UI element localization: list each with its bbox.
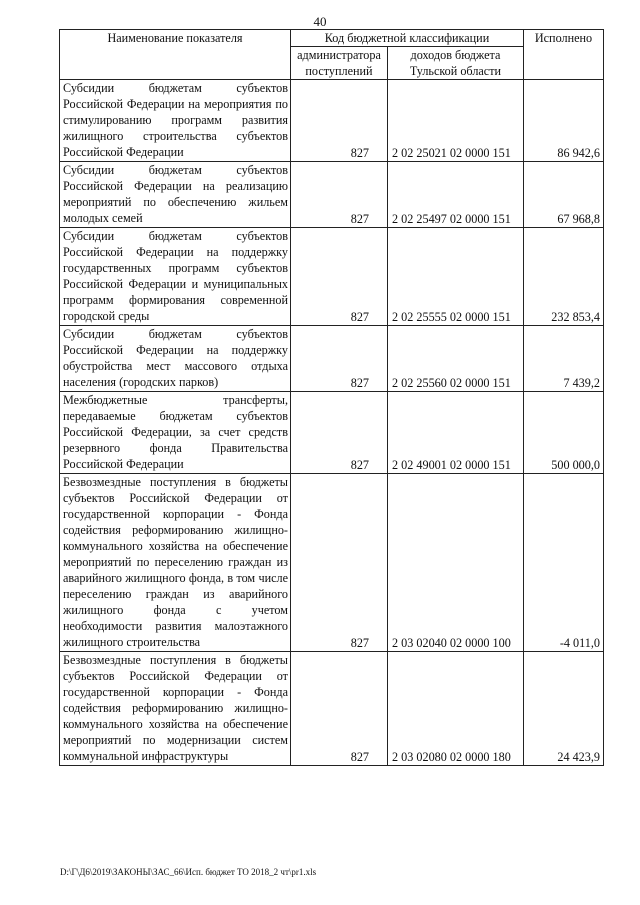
footer-file-path: D:\Г\Д6\2019\ЗАКОНЫ\ЗАС_66\Исп. бюджет ТО 2018_2 чт\pr1.xls (60, 867, 317, 877)
row-name: Субсидии бюджетам субъектов Российской Федерации на поддержку обустройства мест массового отдыха населения (городских парков) (60, 326, 291, 392)
table-row (60, 392, 604, 474)
row-value: 67 968,8 (524, 162, 604, 228)
row-code: 2 02 25021 02 0000 151 (388, 80, 524, 162)
header-executed: Исполнено (524, 30, 604, 80)
header-income: доходов бюджета Тульской области (388, 47, 524, 80)
row-name: Субсидии бюджетам субъектов Российской Федерации на мероприятия по стимулированию программ развития жилищного строительства субъектов Российской Федерации (60, 80, 291, 162)
table-row (60, 80, 604, 162)
row-name: Межбюджетные трансферты, передаваемые бюджетам субъектов Российской Федерации, за счет средств резервного фонда Правительства Российской Федерации (60, 392, 291, 474)
row-admin: 827 (291, 474, 388, 652)
header-admin: администратора поступлений (291, 47, 388, 80)
row-admin: 827 (291, 652, 388, 766)
row-value: 232 853,4 (524, 228, 604, 326)
budget-table (59, 29, 604, 766)
row-value: 500 000,0 (524, 392, 604, 474)
header-name: Наименование показателя (60, 30, 291, 80)
row-name: Безвозмездные поступления в бюджеты субъектов Российской Федерации от государственной корпорации - Фонда содействия реформированию жилищно-коммунального хозяйства на обеспечение мероприятий по модернизации систем коммунальной инфраструктуры (60, 652, 291, 766)
table-row (60, 228, 604, 326)
row-value: 7 439,2 (524, 326, 604, 392)
header-code-group: Код бюджетной классификации (291, 30, 524, 47)
row-code: 2 02 49001 02 0000 151 (388, 392, 524, 474)
table-row (60, 474, 604, 652)
table-row (60, 652, 604, 766)
row-admin: 827 (291, 326, 388, 392)
row-code: 2 03 02080 02 0000 180 (388, 652, 524, 766)
row-value: -4 011,0 (524, 474, 604, 652)
page-number: 40 (313, 14, 327, 29)
table-row (60, 326, 604, 392)
row-value: 24 423,9 (524, 652, 604, 766)
row-name: Субсидии бюджетам субъектов Российской Федерации на поддержку государственных программ субъектов Российской Федерации и муниципальных программ формирования современной городской среды (60, 228, 291, 326)
row-code: 2 02 25497 02 0000 151 (388, 162, 524, 228)
row-admin: 827 (291, 162, 388, 228)
table-row (60, 162, 604, 228)
row-admin: 827 (291, 80, 388, 162)
row-value: 86 942,6 (524, 80, 604, 162)
row-admin: 827 (291, 228, 388, 326)
row-code: 2 03 02040 02 0000 100 (388, 474, 524, 652)
table-header-row-1 (60, 30, 604, 47)
row-name: Безвозмездные поступления в бюджеты субъектов Российской Федерации от государственной корпорации - Фонда содействия реформированию жилищно-коммунального хозяйства на обеспечение мероприятий по переселению граждан из аварийного жилищного фонда, в том числе переселению граждан из аварийного жилищного фонда с учетом необходимости развития малоэтажного жилищного строительства (60, 474, 291, 652)
row-code: 2 02 25560 02 0000 151 (388, 326, 524, 392)
row-code: 2 02 25555 02 0000 151 (388, 228, 524, 326)
row-admin: 827 (291, 392, 388, 474)
row-name: Субсидии бюджетам субъектов Российской Федерации на реализацию мероприятий по обеспечению жильем молодых семей (60, 162, 291, 228)
